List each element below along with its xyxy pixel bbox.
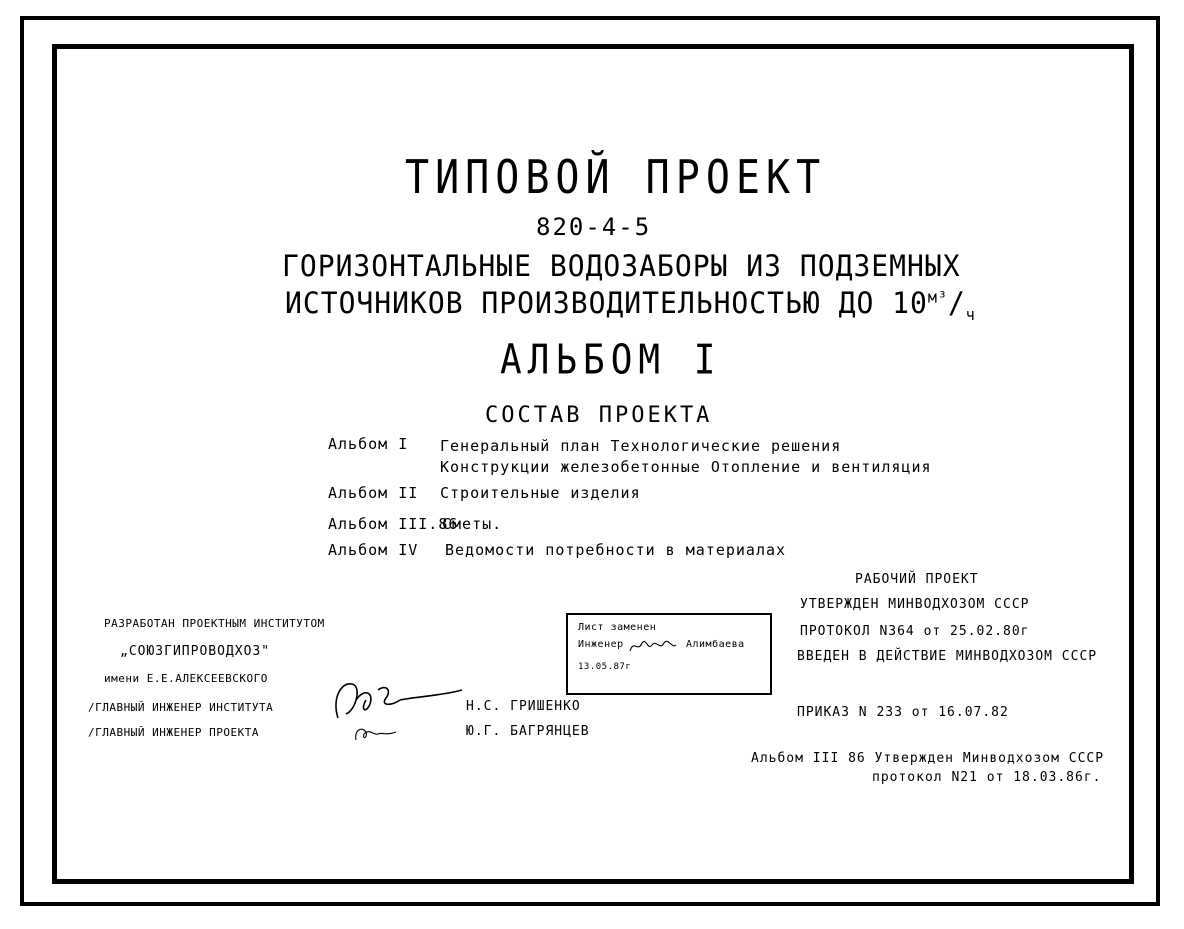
chief-engineer-project-name: Ю.Г. БАГРЯНЦЕВ [466,724,590,739]
unit-superscript: м³ [927,287,948,307]
composition-heading: СОСТАВ ПРОЕКТА [485,403,713,428]
developer-line-1: РАЗРАБОТАН ПРОЕКТНЫМ ИНСТИТУТОМ [104,617,325,630]
album-4-label: Альбом IV [328,541,419,559]
approval-enacted-by: ВВЕДЕН В ДЕЙСТВИЕ МИНВОДХОЗОМ СССР [797,649,1098,664]
album-1-label: Альбом I [328,435,409,453]
approval-approved-by: УТВЕРЖДЕН МИНВОДХОЗОМ СССР [800,597,1030,612]
album-4-desc: Ведомости потребности в материалах [445,541,787,559]
approval-protocol: ПРОТОКОЛ N364 от 25.02.80г [800,624,1030,639]
unit-subscript: ч [965,305,976,325]
album-1-desc: Генеральный план Технологические решения [440,437,842,455]
signature-project-engineer [352,724,402,746]
stamp-line-2-prefix: Инженер [578,639,624,650]
developer-institute: „СОЮЗГИПРОВОДХОЗ" [120,644,271,659]
album-1-desc-2: Конструкции железобетонные Отопление и вентиляция [440,458,932,476]
chief-engineer-project-label: /ГЛАВНЫЙ ИНЖЕНЕР ПРОЕКТА [88,726,259,739]
approval-working-project: РАБОЧИЙ ПРОЕКТ [855,572,979,587]
album3-approval: Альбом III 86 Утвержден Минводхозом СССР [751,751,1105,766]
subtitle-line-2 [285,285,976,325]
chief-engineer-institute-label: /ГЛАВНЫЙ ИНЖЕНЕР ИНСТИТУТА [88,701,274,714]
stamp-line-1: Лист заменен [578,622,657,633]
album-2-desc: Строительные изделия [440,484,641,502]
approval-order: ПРИКАЗ N 233 от 16.07.82 [797,705,1009,720]
developer-named-after: имени Е.Е.АЛЕКСЕЕВСКОГО [104,672,268,685]
subtitle-line-2-text: ИСТОЧНИКОВ ПРОИЗВОДИТЕЛЬНОСТЬЮ ДО 10 [285,285,928,321]
album3-protocol: протокол N21 от 18.03.86г. [872,770,1102,785]
subtitle-line-1: ГОРИЗОНТАЛЬНЫЕ ВОДОЗАБОРЫ ИЗ ПОДЗЕМНЫХ [282,248,961,284]
page-title: ТИПОВОЙ ПРОЕКТ [405,151,827,205]
stamp-date: 13.05.87г [578,662,632,672]
album-2-label: Альбом II [328,484,419,502]
chief-engineer-institute-name: Н.С. ГРИШЕНКО [466,699,581,714]
stamp-signature [628,637,678,655]
unit-slash: / [947,285,966,321]
album-3-label: Альбом III.86 [328,515,459,533]
stamp-line-2-suffix: Алимбаева [686,639,745,650]
album-heading: АЛЬБОМ I [500,336,722,384]
project-number: 820-4-5 [536,213,652,241]
replacement-stamp [566,613,772,695]
album-3-desc: Сметы. [442,515,503,533]
